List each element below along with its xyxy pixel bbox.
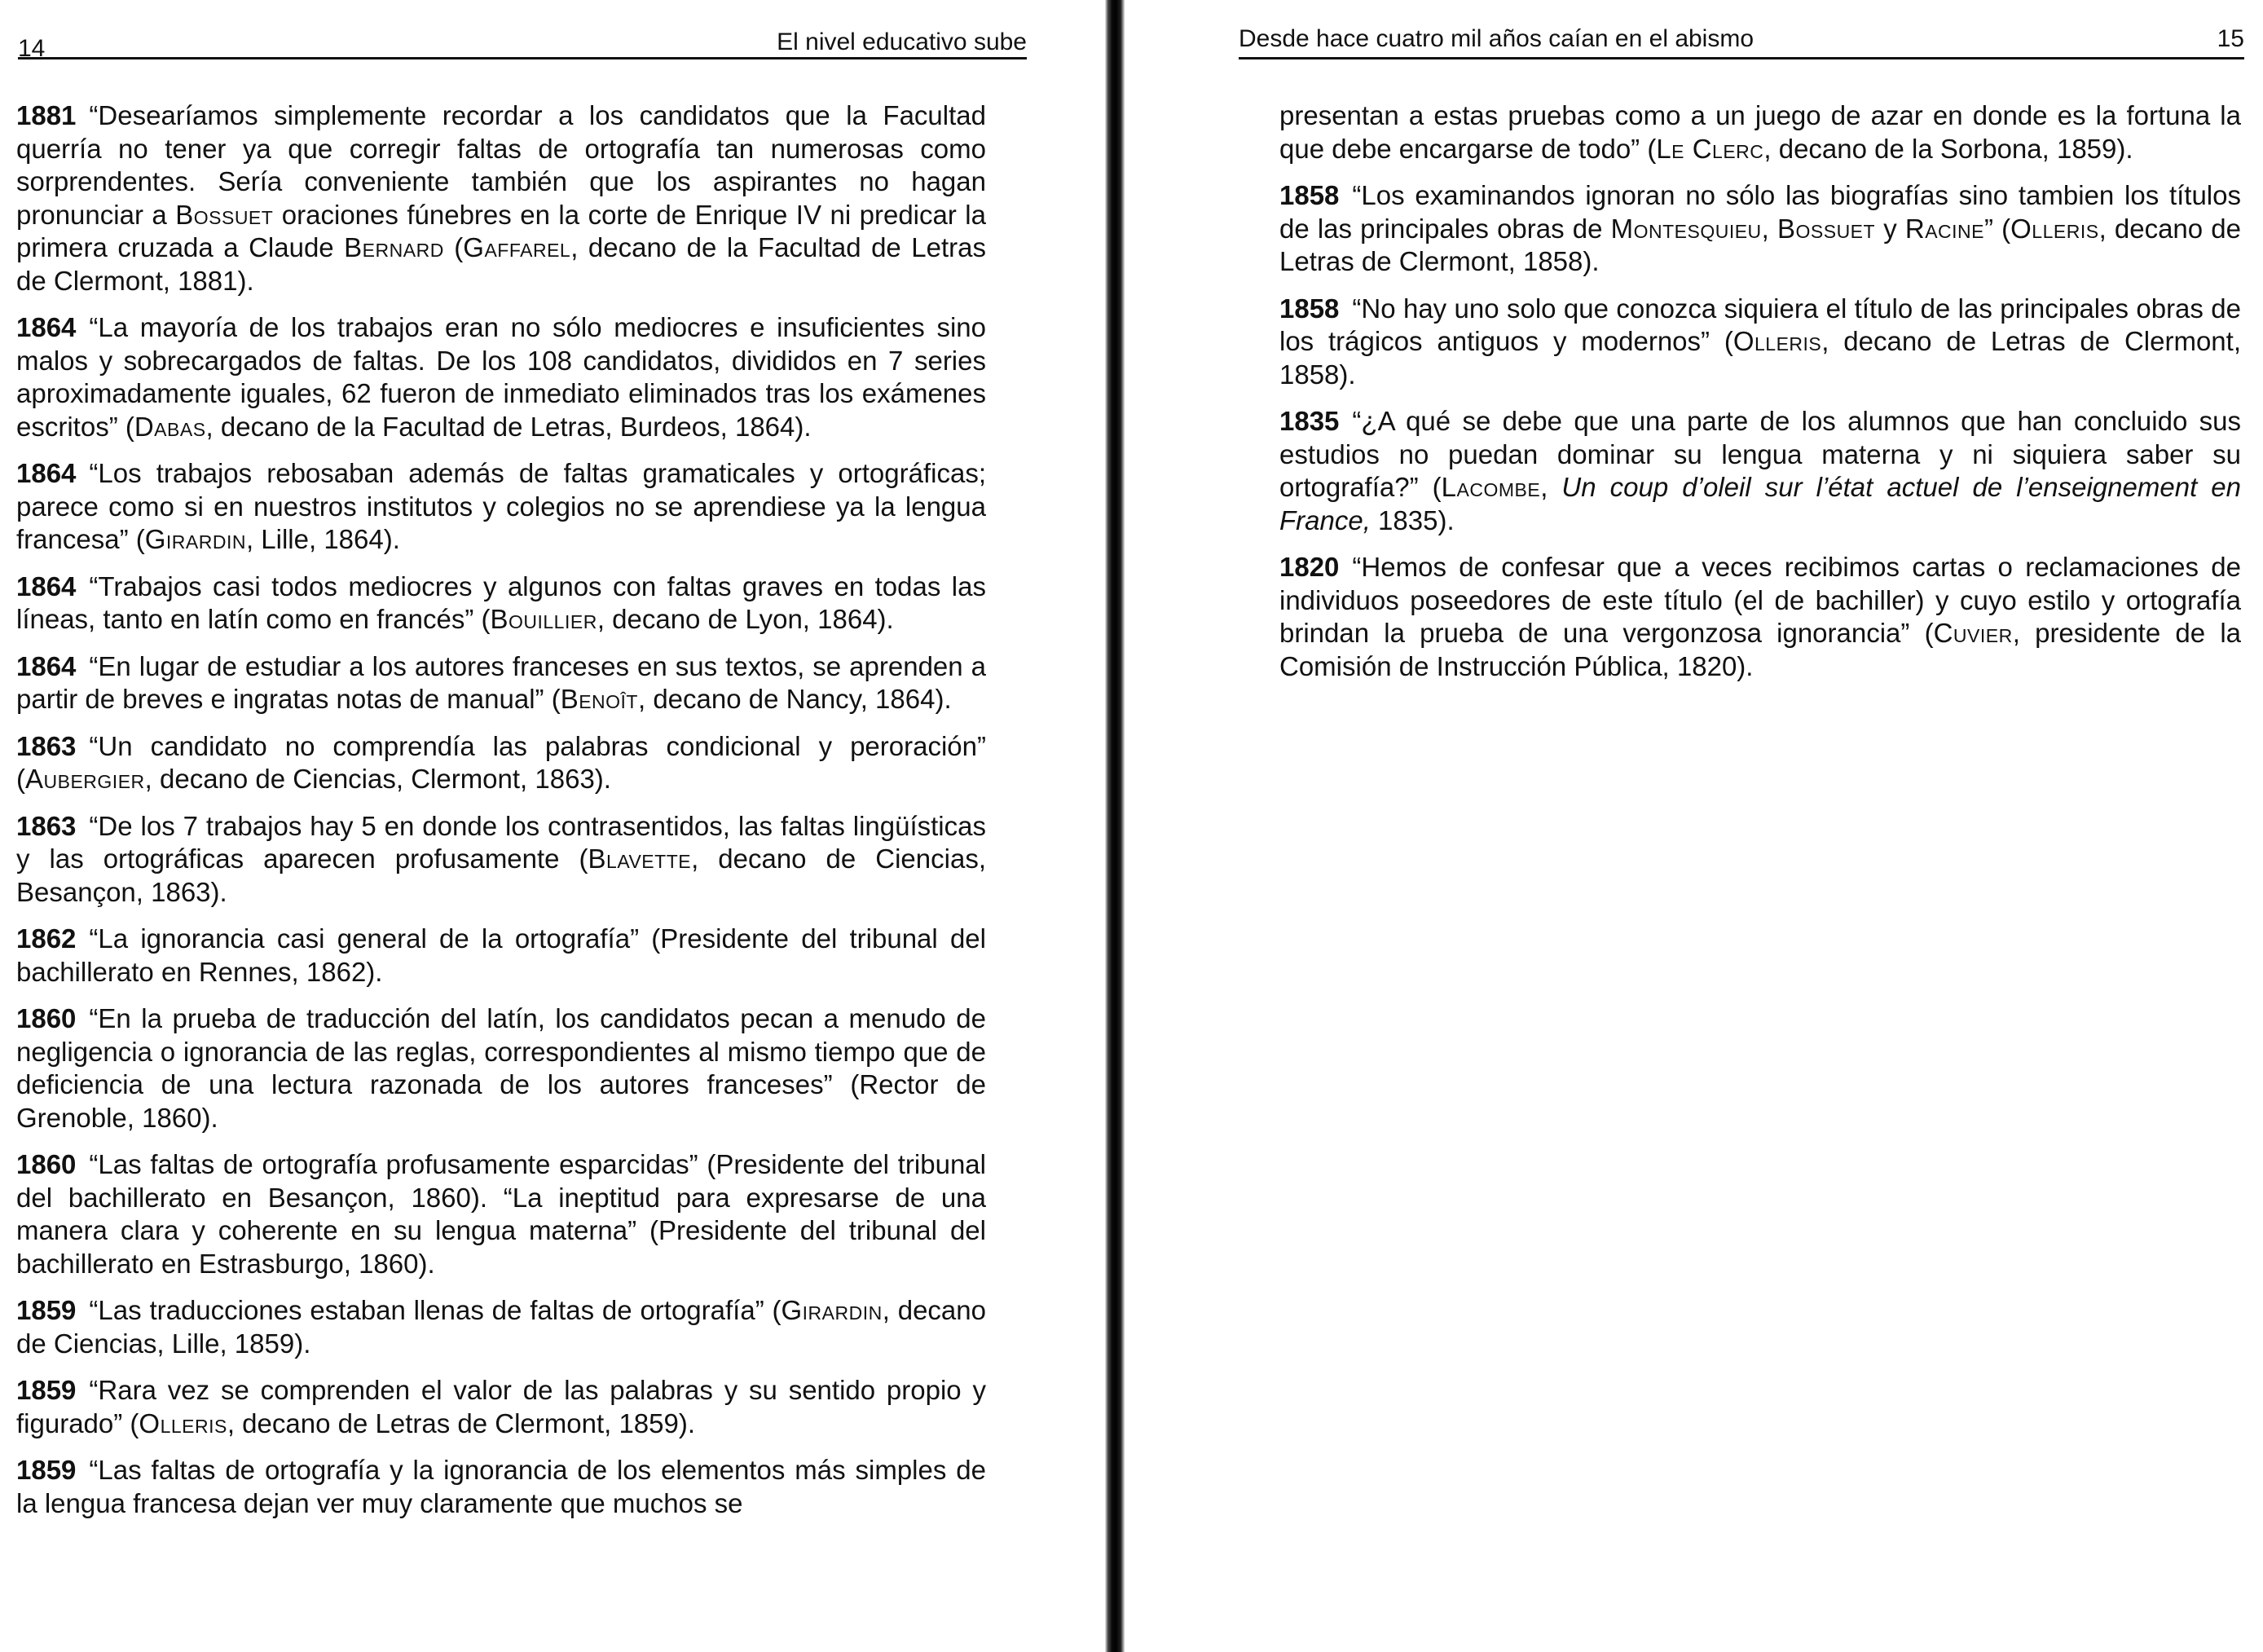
author-name: Olleris — [139, 1408, 227, 1438]
entry-year: 1858 — [1279, 293, 1340, 324]
author-name: Olleris — [2010, 213, 2099, 244]
entry-year: 1820 — [1279, 552, 1340, 582]
author-name: Bossuet — [1776, 213, 1876, 244]
quote-entry — [16, 730, 986, 796]
quote-entry — [16, 650, 986, 716]
author-name: Cuvier — [1933, 618, 2013, 648]
page-number: 15 — [2217, 25, 2244, 52]
entry-year: 1881 — [16, 100, 77, 130]
author-name: Aubergier — [25, 764, 145, 794]
entry-year: 1860 — [16, 1149, 77, 1179]
entry-text: “En lugar de estudiar a los autores franceses en sus textos, se aprenden a partir de breves e ingratas notas de manual” ( — [16, 650, 986, 714]
entry-text: , decano de Lyon, 1864). — [597, 604, 894, 634]
entry-text: , presidente de la Comisión de Instrucción Pública, 1820). — [1279, 618, 2242, 681]
entry-text: oraciones fúnebres en la corte de Enrique IV ni predicar la primera cruzada a Claude — [16, 199, 986, 262]
author-name: Bouillier — [490, 604, 597, 634]
entry-text: “Desearíamos simplemente recordar a los candidatos que la Facultad querría no tener ya que corregir faltas de ortografía tan numerosas como sorprendentes. Sería conveniente también que los aspirantes no hagan pronunciar a — [16, 100, 986, 230]
entry-text: “La mayoría de los trabajos eran no sólo mediocres e insuficientes sino malos y sobrecargados de faltas. De los 108 candidatos, divididos en 7 series aproximadamente iguales, 62 fueron de inmediato eliminados tras los exámenes escritos” ( — [16, 312, 986, 442]
entry-text: ” ( — [1984, 213, 2011, 244]
entry-text: , — [1540, 472, 1562, 502]
entry-text: “En la prueba de traducción del latín, los candidatos pecan a menudo de negligencia o ignorancia de las reglas, correspondientes al mismo tiempo que de deficiencia de una lectura razonada de los autores franceses” (Rector de Grenoble, 1860). — [16, 1003, 986, 1133]
entry-year: 1864 — [16, 312, 77, 342]
entry-text: , — [1761, 213, 1777, 244]
left-page — [0, 0, 1105, 1652]
entry-text: , Lille, 1864). — [245, 524, 400, 554]
entry-year: 1859 — [16, 1295, 77, 1325]
quote-entry — [16, 1002, 986, 1134]
entry-year: 1862 — [16, 923, 77, 954]
entry-text: “Trabajos casi todos mediocres y algunos con faltas graves en todas las líneas, tanto en latín como en francés” ( — [16, 570, 986, 634]
quote-entry — [16, 1148, 986, 1280]
entry-year: 1859 — [16, 1375, 77, 1405]
entry-text: , decano de la Facultad de Letras de Clermont, 1881). — [16, 232, 986, 296]
entry-text: , decano de Letras de Clermont, 1859). — [227, 1408, 696, 1438]
entry-text: , decano de Letras de Clermont, 1858). — [1279, 213, 2241, 276]
quote-entry — [1279, 551, 2241, 683]
author-name: Olleris — [1732, 326, 1822, 356]
author-name: Lacombe — [1441, 472, 1541, 502]
entry-year: 1864 — [16, 570, 77, 601]
entry-text: , decano de la Facultad de Letras, Burdeos, 1864). — [205, 411, 812, 442]
entry-text: “Los trabajos rebosaban además de faltas gramaticales y ortográficas; parece como si en nuestros institutos y colegios no se aprendiese ya la lengua francesa” ( — [16, 458, 986, 554]
left-page-header — [18, 21, 1027, 62]
author-name: Benoît — [560, 684, 638, 714]
right-page-header — [1239, 21, 2244, 59]
author-name: Girardin — [144, 524, 246, 554]
entry-text: presentan a estas pruebas como a un juego de azar en donde es la fortuna la que debe encargarse de todo” ( — [1279, 100, 2241, 164]
page-number: 14 — [18, 35, 46, 62]
left-page-body — [16, 99, 986, 1534]
continued-quote — [1279, 99, 2241, 165]
author-name: Bernard — [344, 232, 444, 262]
author-name: Blavette — [588, 844, 692, 874]
quote-entry — [1279, 293, 2241, 392]
book-spine-gutter — [1105, 0, 1125, 1652]
entry-year: 1864 — [16, 650, 77, 681]
entry-year: 1859 — [16, 1455, 77, 1485]
entry-year: 1858 — [1279, 180, 1340, 210]
entry-text: “Rara vez se comprenden el valor de las palabras y su sentido propio y figurado” ( — [16, 1375, 986, 1438]
author-name: Gaffarel — [463, 232, 571, 262]
entry-text: ( — [443, 232, 464, 262]
quote-entry — [16, 311, 986, 443]
author-name: Racine — [1904, 213, 1984, 244]
entry-text: 1835). — [1370, 504, 1455, 535]
entry-text: “Los examinandos ignoran no sólo las biografías sino tambien los títulos de las principales obras de — [1279, 180, 2241, 244]
entry-text: “Las traducciones estaban llenas de faltas de ortografía” ( — [89, 1295, 781, 1325]
author-name: Girardin — [781, 1295, 883, 1325]
work-title: Un coup d’oleil sur l’état actuel de l’enseignement en France, — [1279, 472, 2241, 535]
entry-text: “La ignorancia casi general de la ortografía” (Presidente del tribunal del bachillerato en Rennes, 1862). — [16, 923, 986, 987]
quote-entry — [16, 810, 986, 910]
right-page — [1125, 0, 2263, 1652]
entry-text: “Hemos de confesar que a veces recibimos cartas o reclamaciones de individuos poseedores de este título (el de bachiller) y cuyo estilo y ortografía brindan la prueba de una vergonzosa ignorancia” ( — [1279, 552, 2241, 648]
author-name: Montesquieu — [1610, 213, 1762, 244]
entry-text: , decano de Ciencias, Besançon, 1863). — [16, 844, 986, 907]
entry-text: “No hay uno solo que conozca siquiera el título de las principales obras de los trágicos antiguos y modernos” ( — [1279, 293, 2241, 356]
entry-text: “Las faltas de ortografía profusamente esparcidas” (Presidente del tribunal del bachillerato en Besançon, 1860). “La ineptitud para expresarse de una manera clara y coherente en su lengua materna” (Presidente del tribunal del bachillerato en Estrasburgo, 1860). — [16, 1149, 986, 1279]
entry-text: y — [1875, 213, 1905, 244]
entry-text: , decano de Nancy, 1864). — [637, 684, 952, 714]
author-name: Le Clerc — [1656, 133, 1764, 164]
entry-text: , decano de la Sorbona, 1859). — [1763, 133, 2133, 164]
quote-entry — [16, 570, 986, 637]
entry-year: 1863 — [16, 810, 77, 841]
entry-text: “Un candidato no comprendía las palabras condicional y peroración” ( — [16, 730, 986, 794]
entry-year: 1860 — [16, 1003, 77, 1033]
entry-text: , decano de Letras de Clermont, 1858). — [1279, 326, 2241, 390]
entry-year: 1864 — [16, 458, 77, 488]
entry-text: “Las faltas de ortografía y la ignorancia de los elementos más simples de la lengua francesa dejan ver muy claramente que muchos se — [16, 1455, 986, 1518]
quote-entry — [1279, 405, 2241, 537]
quote-entry — [16, 1454, 986, 1520]
quote-entry — [16, 1294, 986, 1360]
entry-year: 1863 — [16, 730, 77, 761]
right-page-body — [1279, 99, 2241, 697]
quote-entry — [16, 923, 986, 989]
entry-text: “De los 7 trabajos hay 5 en donde los contrasentidos, las faltas lingüísticas y las ortográficas aparecen profusamente ( — [16, 810, 986, 874]
entry-text: “¿A qué se debe que una parte de los alumnos que han concluido sus estudios no puedan dominar su lengua materna y ni siquiera saber su ortografía?” ( — [1279, 406, 2241, 502]
quote-entry — [16, 1374, 986, 1440]
entry-text: , decano de Ciencias, Lille, 1859). — [16, 1295, 986, 1359]
entry-text: , decano de Ciencias, Clermont, 1863). — [144, 764, 611, 794]
author-name: Bossuet — [175, 199, 274, 230]
quote-entry — [16, 457, 986, 557]
entry-year: 1835 — [1279, 406, 1340, 436]
quote-entry — [1279, 179, 2241, 279]
running-head: Desde hace cuatro mil años caían en el abismo — [1239, 25, 1754, 52]
author-name: Dabas — [134, 411, 206, 442]
running-head: El nivel educativo sube — [777, 29, 1027, 55]
quote-entry — [16, 99, 986, 297]
